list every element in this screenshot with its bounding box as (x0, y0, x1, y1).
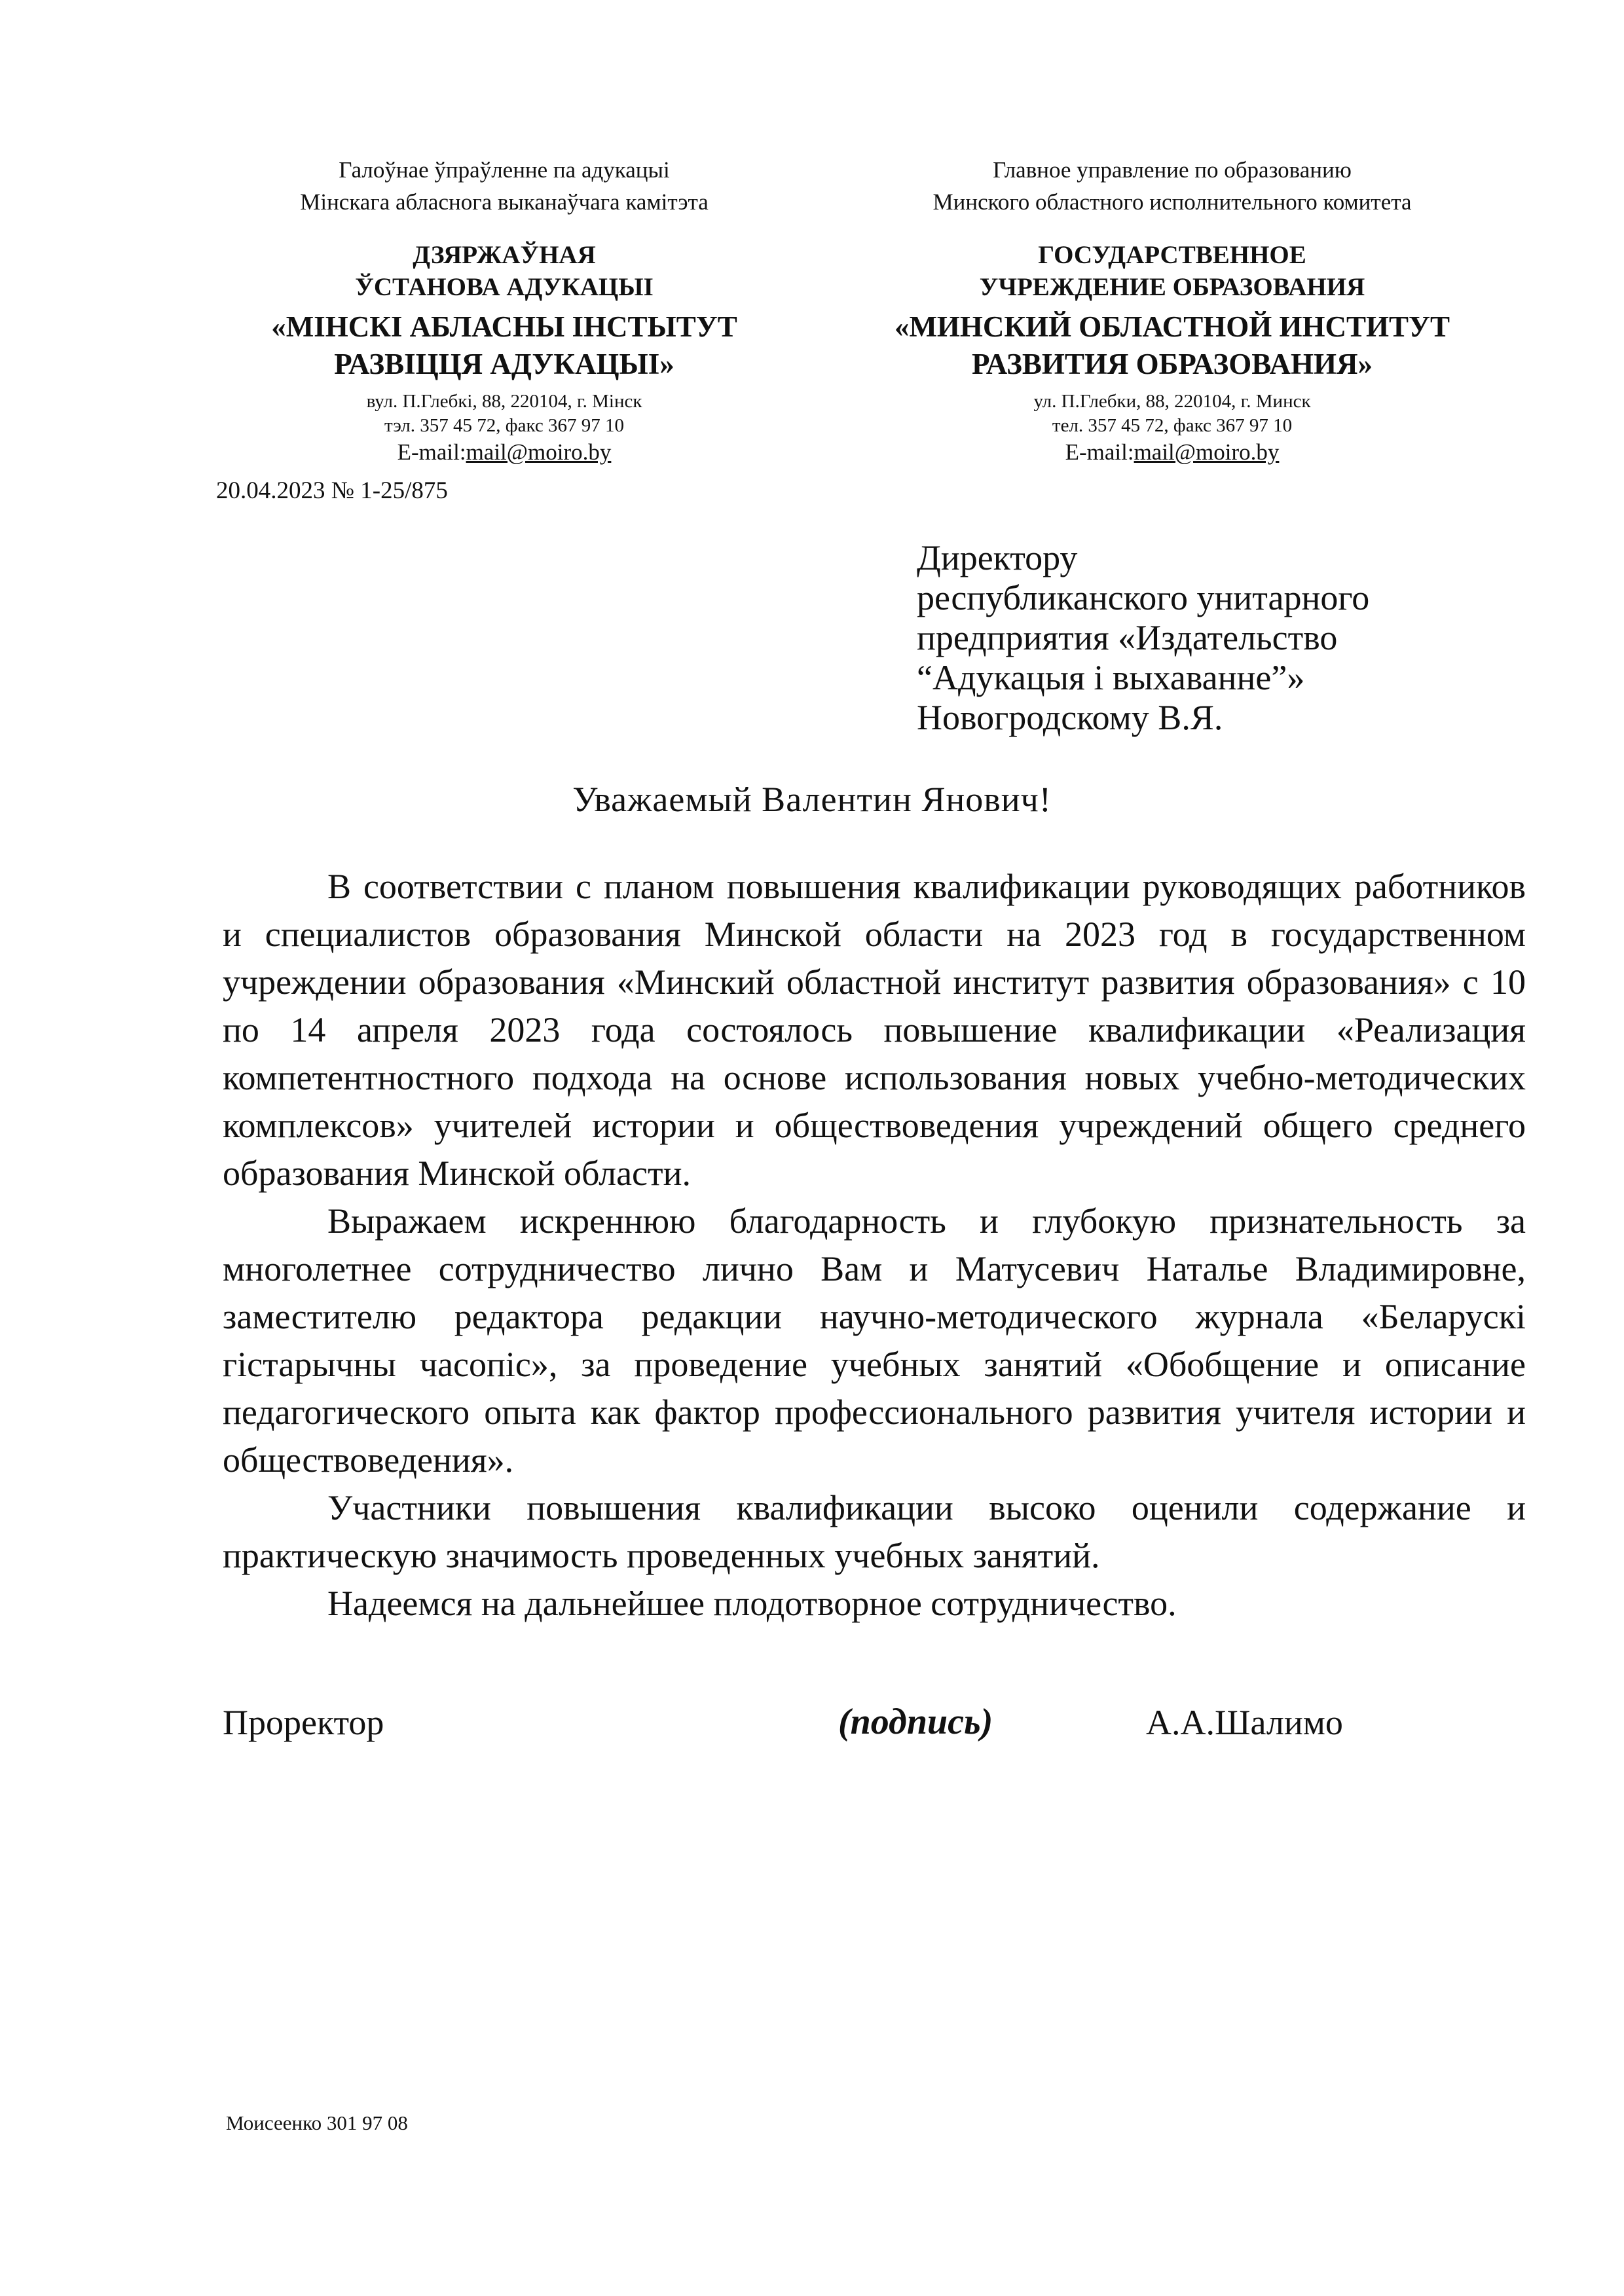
addressee-line: Директору (917, 538, 1078, 577)
letterhead-be-institute2: РАЗВІЦЦЯ АДУКАЦЫІ» (334, 348, 674, 380)
addressee-line: “Адукацыя і выхаванне”» (917, 658, 1305, 697)
letterhead-be-email-line (216, 438, 792, 467)
letterhead-be-phones: тэл. 357 45 72, факс 367 97 10 (384, 415, 624, 436)
letterhead-ru-org2: УЧРЕЖДЕНИЕ ОБРАЗОВАНИЯ (979, 273, 1365, 301)
letterhead-be-org1: ДЗЯРЖАЎНАЯ (413, 241, 596, 269)
letterhead-be-org2: ЎСТАНОВА АДУКАЦЫІ (355, 273, 654, 301)
letterhead-ru-org1: ГОСУДАРСТВЕННОЕ (1038, 241, 1306, 269)
letterhead-ru-institute2: РАЗВИТИЯ ОБРАЗОВАНИЯ» (972, 348, 1373, 380)
letterhead-ru-email-link[interactable]: mail@moiro.by (1134, 439, 1280, 465)
letter-body (223, 863, 1526, 1628)
addressee-block (917, 538, 1369, 738)
body-paragraph: Участники повышения квалификации высоко оценили содержание и практическую значимость проведенных учебных занятий. (223, 1488, 1526, 1575)
letterhead-ru-line1: Главное управление по образованию (993, 157, 1352, 183)
signature-name: А.А.Шалимо (1146, 1703, 1343, 1742)
body-paragraph: Выражаем искреннюю благодарность и глубокую признательность за многолетнее сотрудничество лично Вам и Матусевич Наталье Владимировне, заместителю редактора редакции научно-методического журнала «Беларускі гістарычны часопіс», за проведение учебных занятий «Обобщение и описание педагогического опыта как фактор профессионального развития учителя истории и обществоведения». (223, 1201, 1526, 1480)
signature-mark: (подпись) (838, 1702, 993, 1742)
addressee-line: республиканского унитарного (917, 578, 1370, 617)
registration-number: 20.04.2023 № 1-25/875 (216, 477, 448, 504)
letterhead-be-line2: Мінскага абласнога выканаўчага камітэта (300, 189, 709, 215)
signature-role: Проректор (223, 1703, 384, 1742)
letterhead-ru-phones: тел. 357 45 72, факс 367 97 10 (1052, 415, 1293, 436)
letterhead-be-email-link[interactable]: mail@moiro.by (466, 439, 612, 465)
body-paragraph: В соответствии с планом повышения квалификации руководящих работников и специалистов образования Минской области на 2023 год в государственном учреждении образования «Минский областной институт развития образования» с 10 по 14 апреля 2023 года состоялось повышение квалификации «Реализация компетентностного подхода на основе использования новых учебно-методических комплексов» учителей истории и обществоведения учреждений общего среднего образования Минской области. (223, 867, 1526, 1193)
letterhead-belarusian (216, 154, 792, 467)
addressee-line: предприятия «Издательство (917, 618, 1338, 657)
greeting: Уважаемый Валентин Янович! (572, 780, 1052, 819)
executor-contact: Моисеенко 301 97 08 (226, 2111, 408, 2134)
letterhead-russian (884, 154, 1460, 467)
body-paragraph: Надеемся на дальнейшее плодотворное сотрудничество. (327, 1584, 1177, 1623)
letterhead-ru-email-line (884, 438, 1460, 467)
letterhead-ru-institute1: «МИНСКИЙ ОБЛАСТНОЙ ИНСТИТУТ (894, 310, 1450, 343)
addressee-line: Новогродскому В.Я. (917, 698, 1223, 737)
letterhead-ru-email-label: E-mail: (1065, 439, 1134, 465)
letterhead-be-line1: Галоўнае ўпраўленне па адукацыі (339, 157, 670, 183)
letterhead-ru-line2: Минского областного исполнительного комитета (932, 189, 1412, 215)
letterhead-be-institute1: «МІНСКІ АБЛАСНЫ ІНСТЫТУТ (271, 310, 737, 343)
letterhead-be-email-label: E-mail: (397, 439, 466, 465)
letterhead-be-address: вул. П.Глебкі, 88, 220104, г. Мінск (366, 391, 642, 412)
letterhead-ru-address: ул. П.Глебки, 88, 220104, г. Минск (1033, 391, 1311, 412)
